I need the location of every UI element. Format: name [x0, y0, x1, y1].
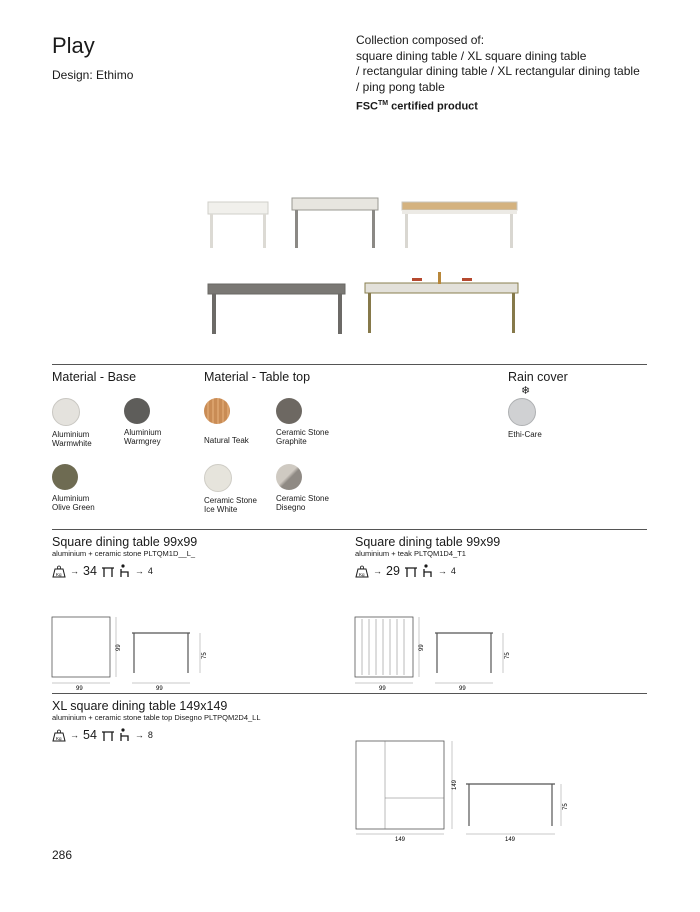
swatch-aluminium-olive-green[interactable]: Aluminium Olive Green: [52, 464, 95, 512]
collection-line: square dining table / XL square dining table: [356, 48, 587, 63]
product-1-technical-drawing: [50, 615, 220, 693]
collection-line: / ping pong table: [356, 79, 445, 94]
color-swatch: [276, 398, 302, 424]
product-title: Square dining table 99x99: [52, 535, 198, 549]
collection-product-photos: [200, 190, 530, 340]
page-number: 286: [52, 848, 73, 862]
weight-value: 34: [83, 564, 97, 578]
weight-value: 54: [83, 728, 97, 742]
product-specs: [355, 564, 500, 578]
swatch-aluminium-warmwhite[interactable]: Aluminium Warmwhite: [52, 398, 92, 448]
ping-pong-table-photo: [365, 272, 518, 333]
arrow-icon: →: [70, 566, 79, 576]
dim-height: 75: [505, 652, 511, 659]
swatch-ceramic-stone-graphite[interactable]: Ceramic Stone Graphite: [276, 398, 329, 446]
seats-value: 4: [450, 566, 456, 576]
xl-square-table-photo: [292, 198, 378, 248]
swatch-ethi-care[interactable]: Ethi-Care: [508, 398, 542, 439]
dim-depth: 99: [419, 644, 425, 651]
color-swatch: [204, 464, 232, 492]
svg-text:Kg: Kg: [56, 571, 62, 577]
seat-icon: [119, 728, 131, 742]
product-title: Square dining table 99x99: [355, 535, 501, 549]
product-code: aluminium + ceramic stone table top Disegno PLTPQM2D4_LL: [52, 713, 261, 722]
color-swatch: [52, 398, 80, 426]
dim-side-width: 99: [459, 686, 466, 692]
section-divider: [52, 693, 647, 694]
table-icon: [101, 729, 115, 742]
arrow-icon: →: [134, 566, 144, 576]
collection-description: [356, 33, 640, 95]
swatch-aluminium-warmgrey[interactable]: Aluminium Warmgrey: [124, 398, 161, 446]
seats-value: 4: [147, 566, 153, 576]
product-2-technical-drawing: [353, 615, 523, 693]
dim-width: 149: [395, 837, 406, 843]
seats-value: 8: [147, 730, 153, 740]
snowflake-icon: ❄: [521, 385, 531, 397]
material-top-heading: Material - Table top: [204, 370, 311, 384]
color-swatch: [508, 398, 536, 426]
product-code: aluminium + ceramic stone PLTQM1D__L_: [52, 549, 196, 558]
arrow-icon: →: [437, 566, 447, 576]
designer-label: Design: Ethimo: [52, 68, 134, 82]
product-title: XL square dining table 149x149: [52, 699, 228, 713]
color-swatch: [276, 464, 302, 490]
dim-width: 99: [76, 686, 83, 692]
swatch-natural-teak[interactable]: Natural Teak: [204, 398, 249, 445]
svg-text:Kg: Kg: [359, 571, 365, 577]
xl-rectangular-table-photo: [208, 284, 345, 334]
swatch-ceramic-stone-disegno[interactable]: Ceramic Stone Disegno: [276, 464, 329, 512]
dim-side-width: 149: [505, 837, 516, 843]
weight-value: 29: [386, 564, 400, 578]
swatch-ceramic-stone-ice-white[interactable]: Ceramic Stone Ice White: [204, 464, 257, 514]
section-divider: [52, 529, 647, 530]
collection-line: Collection composed of:: [356, 33, 485, 47]
arrow-icon: →: [134, 730, 144, 740]
seat-icon: [119, 564, 131, 578]
arrow-icon: →: [70, 730, 79, 740]
seat-icon: [422, 564, 434, 578]
dim-depth: 99: [116, 644, 122, 651]
dim-depth: 149: [452, 779, 458, 790]
dim-height: 75: [202, 652, 208, 659]
dim-height: 75: [563, 803, 569, 810]
arrow-icon: →: [373, 566, 382, 576]
product-code: aluminium + teak PLTQM1D4_T1: [355, 549, 466, 558]
square-table-photo: [208, 202, 268, 248]
color-swatch: [124, 398, 150, 424]
product-square-table-teak: [355, 535, 500, 578]
product-specs: [52, 728, 261, 742]
rectangular-table-photo: [402, 202, 517, 248]
rain-cover-heading: Rain cover: [508, 370, 568, 384]
collection-line: / rectangular dining table / XL rectangular dining table: [356, 64, 640, 78]
table-icon: [404, 565, 418, 578]
fsc-certification: FSC™ certified product: [356, 100, 478, 113]
color-swatch: [204, 398, 230, 424]
dim-width: 99: [379, 686, 386, 692]
product-3-technical-drawing: [353, 738, 583, 843]
product-specs: [52, 564, 197, 578]
weight-icon: [52, 565, 66, 578]
dim-side-width: 99: [156, 686, 163, 692]
weight-icon: [355, 565, 369, 578]
product-xl-square-table: [52, 699, 261, 742]
material-base-heading: Material - Base: [52, 370, 137, 384]
weight-icon: [52, 729, 66, 742]
color-swatch: [52, 464, 78, 490]
page-title: Play: [52, 33, 95, 58]
section-divider: [52, 364, 647, 365]
product-square-table-ceramic: [52, 535, 197, 578]
svg-text:Kg: Kg: [56, 735, 62, 741]
table-icon: [101, 565, 115, 578]
